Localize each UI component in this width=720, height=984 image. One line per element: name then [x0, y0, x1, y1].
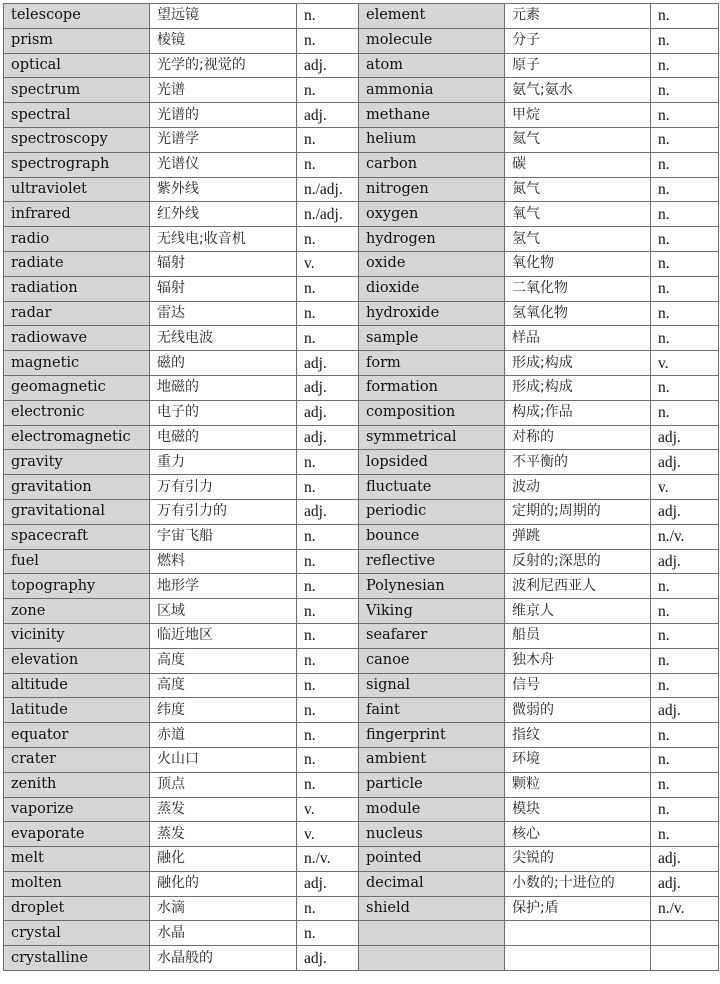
part-of-speech: adj.: [651, 450, 719, 475]
part-of-speech: n.: [297, 623, 359, 648]
english-word: Polynesian: [359, 574, 505, 599]
chinese-meaning: 光谱的: [150, 103, 297, 128]
table-row: [4, 723, 719, 748]
part-of-speech: adj.: [297, 400, 359, 425]
english-word: composition: [359, 400, 505, 425]
english-word: atom: [359, 53, 505, 78]
chinese-meaning: 不平衡的: [505, 450, 651, 475]
chinese-meaning: 光学的;视觉的: [150, 53, 297, 78]
english-word: gravitation: [4, 475, 150, 500]
chinese-meaning: 氧化物: [505, 251, 651, 276]
chinese-meaning: 区域: [150, 599, 297, 624]
chinese-meaning: 棱镜: [150, 28, 297, 53]
part-of-speech: n.: [297, 152, 359, 177]
table-row: [4, 524, 719, 549]
english-word: prism: [4, 28, 150, 53]
english-word: electromagnetic: [4, 425, 150, 450]
chinese-meaning: 水晶: [150, 921, 297, 946]
part-of-speech: n.: [297, 747, 359, 772]
chinese-meaning: 顶点: [150, 772, 297, 797]
chinese-meaning: 融化: [150, 847, 297, 872]
part-of-speech: adj.: [297, 351, 359, 376]
part-of-speech: n.: [651, 772, 719, 797]
english-word: ammonia: [359, 78, 505, 103]
english-word: radiation: [4, 276, 150, 301]
part-of-speech: n.: [297, 772, 359, 797]
table-row: [4, 450, 719, 475]
part-of-speech: adj.: [297, 53, 359, 78]
english-word: ultraviolet: [4, 177, 150, 202]
english-word: oxide: [359, 251, 505, 276]
english-word: magnetic: [4, 351, 150, 376]
chinese-meaning: 光谱仪: [150, 152, 297, 177]
english-word: canoe: [359, 648, 505, 673]
english-word: dioxide: [359, 276, 505, 301]
part-of-speech: n./v.: [297, 847, 359, 872]
table-row: [4, 896, 719, 921]
table-row: [4, 202, 719, 227]
chinese-meaning: 微弱的: [505, 698, 651, 723]
part-of-speech: n.: [297, 599, 359, 624]
part-of-speech: n.: [297, 326, 359, 351]
english-word: oxygen: [359, 202, 505, 227]
chinese-meaning: 氢氧化物: [505, 301, 651, 326]
chinese-meaning: 弹跳: [505, 524, 651, 549]
table-row: [4, 177, 719, 202]
chinese-meaning: 紫外线: [150, 177, 297, 202]
chinese-meaning: 重力: [150, 450, 297, 475]
english-word: signal: [359, 673, 505, 698]
table-row: [4, 648, 719, 673]
part-of-speech: n.: [297, 698, 359, 723]
empty-cell: [651, 946, 719, 971]
part-of-speech: n.: [651, 127, 719, 152]
english-word: hydrogen: [359, 227, 505, 252]
chinese-meaning: 原子: [505, 53, 651, 78]
chinese-meaning: 蒸发: [150, 822, 297, 847]
table-row: [4, 301, 719, 326]
part-of-speech: v.: [297, 251, 359, 276]
english-word: seafarer: [359, 623, 505, 648]
english-word: particle: [359, 772, 505, 797]
chinese-meaning: 对称的: [505, 425, 651, 450]
chinese-meaning: 辐射: [150, 276, 297, 301]
part-of-speech: n.: [651, 276, 719, 301]
table-row: [4, 28, 719, 53]
chinese-meaning: 形成;构成: [505, 375, 651, 400]
english-word: radiate: [4, 251, 150, 276]
table-row: [4, 276, 719, 301]
english-word: altitude: [4, 673, 150, 698]
part-of-speech: n.: [297, 673, 359, 698]
part-of-speech: v.: [651, 475, 719, 500]
english-word: optical: [4, 53, 150, 78]
empty-cell: [651, 921, 719, 946]
part-of-speech: adj.: [297, 103, 359, 128]
table-row: [4, 4, 719, 29]
chinese-meaning: 火山口: [150, 747, 297, 772]
part-of-speech: adj.: [651, 425, 719, 450]
part-of-speech: n.: [651, 723, 719, 748]
chinese-meaning: 高度: [150, 673, 297, 698]
chinese-meaning: 样品: [505, 326, 651, 351]
part-of-speech: n.: [651, 623, 719, 648]
table-row: [4, 53, 719, 78]
english-word: fluctuate: [359, 475, 505, 500]
english-word: electronic: [4, 400, 150, 425]
chinese-meaning: 万有引力的: [150, 499, 297, 524]
part-of-speech: n.: [651, 202, 719, 227]
part-of-speech: n.: [651, 4, 719, 29]
english-word: droplet: [4, 896, 150, 921]
part-of-speech: n.: [297, 276, 359, 301]
table-row: [4, 698, 719, 723]
empty-cell: [359, 921, 505, 946]
table-row: [4, 747, 719, 772]
part-of-speech: n.: [297, 127, 359, 152]
english-word: fingerprint: [359, 723, 505, 748]
vocabulary-table: [3, 3, 719, 971]
part-of-speech: n./adj.: [297, 202, 359, 227]
part-of-speech: n.: [297, 574, 359, 599]
chinese-meaning: 形成;构成: [505, 351, 651, 376]
english-word: crystal: [4, 921, 150, 946]
table-row: [4, 797, 719, 822]
table-row: [4, 103, 719, 128]
part-of-speech: n./v.: [651, 524, 719, 549]
chinese-meaning: 纬度: [150, 698, 297, 723]
chinese-meaning: 颗粒: [505, 772, 651, 797]
part-of-speech: n.: [297, 4, 359, 29]
english-word: radar: [4, 301, 150, 326]
table-row: [4, 673, 719, 698]
table-row: [4, 822, 719, 847]
english-word: ambient: [359, 747, 505, 772]
english-word: molten: [4, 871, 150, 896]
english-word: infrared: [4, 202, 150, 227]
english-word: spectrum: [4, 78, 150, 103]
chinese-meaning: 光谱学: [150, 127, 297, 152]
table-row: [4, 574, 719, 599]
part-of-speech: n.: [651, 78, 719, 103]
part-of-speech: n./v.: [651, 896, 719, 921]
table-row: [4, 946, 719, 971]
english-word: elevation: [4, 648, 150, 673]
chinese-meaning: 电磁的: [150, 425, 297, 450]
english-word: topography: [4, 574, 150, 599]
part-of-speech: n.: [651, 251, 719, 276]
english-word: faint: [359, 698, 505, 723]
english-word: spectrograph: [4, 152, 150, 177]
part-of-speech: n.: [651, 797, 719, 822]
chinese-meaning: 水晶般的: [150, 946, 297, 971]
part-of-speech: n.: [651, 152, 719, 177]
english-word: bounce: [359, 524, 505, 549]
chinese-meaning: 宇宙飞船: [150, 524, 297, 549]
chinese-meaning: 信号: [505, 673, 651, 698]
part-of-speech: adj.: [651, 698, 719, 723]
part-of-speech: adj.: [297, 871, 359, 896]
english-word: helium: [359, 127, 505, 152]
english-word: lopsided: [359, 450, 505, 475]
chinese-meaning: 二氧化物: [505, 276, 651, 301]
english-word: pointed: [359, 847, 505, 872]
english-word: hydroxide: [359, 301, 505, 326]
table-row: [4, 549, 719, 574]
chinese-meaning: 尖锐的: [505, 847, 651, 872]
english-word: spectral: [4, 103, 150, 128]
part-of-speech: n.: [297, 227, 359, 252]
english-word: module: [359, 797, 505, 822]
chinese-meaning: 模块: [505, 797, 651, 822]
chinese-meaning: 磁的: [150, 351, 297, 376]
english-word: equator: [4, 723, 150, 748]
chinese-meaning: 构成;作品: [505, 400, 651, 425]
chinese-meaning: 雷达: [150, 301, 297, 326]
english-word: formation: [359, 375, 505, 400]
english-word: sample: [359, 326, 505, 351]
table-row: [4, 251, 719, 276]
chinese-meaning: 元素: [505, 4, 651, 29]
part-of-speech: n.: [651, 326, 719, 351]
part-of-speech: adj.: [651, 847, 719, 872]
english-word: crystalline: [4, 946, 150, 971]
chinese-meaning: 无线电;收音机: [150, 227, 297, 252]
table-row: [4, 152, 719, 177]
chinese-meaning: 蒸发: [150, 797, 297, 822]
part-of-speech: n.: [651, 375, 719, 400]
chinese-meaning: 独木舟: [505, 648, 651, 673]
part-of-speech: v.: [651, 351, 719, 376]
part-of-speech: n./adj.: [297, 177, 359, 202]
part-of-speech: n.: [651, 177, 719, 202]
part-of-speech: adj.: [297, 375, 359, 400]
chinese-meaning: 波动: [505, 475, 651, 500]
chinese-meaning: 红外线: [150, 202, 297, 227]
english-word: spacecraft: [4, 524, 150, 549]
part-of-speech: n.: [297, 723, 359, 748]
chinese-meaning: 指纹: [505, 723, 651, 748]
table-row: [4, 921, 719, 946]
table-row: [4, 475, 719, 500]
table-row: [4, 326, 719, 351]
part-of-speech: n.: [651, 28, 719, 53]
table-row: [4, 499, 719, 524]
chinese-meaning: 无线电波: [150, 326, 297, 351]
english-word: symmetrical: [359, 425, 505, 450]
english-word: form: [359, 351, 505, 376]
chinese-meaning: 赤道: [150, 723, 297, 748]
english-word: fuel: [4, 549, 150, 574]
part-of-speech: n.: [651, 301, 719, 326]
part-of-speech: n.: [297, 28, 359, 53]
table-row: [4, 772, 719, 797]
part-of-speech: n.: [651, 400, 719, 425]
part-of-speech: n.: [297, 78, 359, 103]
english-word: radiowave: [4, 326, 150, 351]
chinese-meaning: 光谱: [150, 78, 297, 103]
chinese-meaning: 地形学: [150, 574, 297, 599]
part-of-speech: n.: [297, 921, 359, 946]
english-word: shield: [359, 896, 505, 921]
chinese-meaning: 保护;盾: [505, 896, 651, 921]
part-of-speech: adj.: [297, 946, 359, 971]
chinese-meaning: 临近地区: [150, 623, 297, 648]
chinese-meaning: 碳: [505, 152, 651, 177]
chinese-meaning: 望远镜: [150, 4, 297, 29]
part-of-speech: adj.: [297, 499, 359, 524]
part-of-speech: n.: [651, 599, 719, 624]
part-of-speech: n.: [651, 747, 719, 772]
table-row: [4, 127, 719, 152]
chinese-meaning: 维京人: [505, 599, 651, 624]
chinese-meaning: 融化的: [150, 871, 297, 896]
english-word: telescope: [4, 4, 150, 29]
english-word: methane: [359, 103, 505, 128]
table-row: [4, 351, 719, 376]
english-word: evaporate: [4, 822, 150, 847]
part-of-speech: n.: [297, 475, 359, 500]
part-of-speech: n.: [651, 822, 719, 847]
english-word: gravitational: [4, 499, 150, 524]
table-row: [4, 400, 719, 425]
vocabulary-table-body: [4, 4, 719, 971]
part-of-speech: n.: [297, 450, 359, 475]
table-row: [4, 623, 719, 648]
table-row: [4, 227, 719, 252]
part-of-speech: n.: [297, 301, 359, 326]
english-word: latitude: [4, 698, 150, 723]
english-word: spectroscopy: [4, 127, 150, 152]
chinese-meaning: 氮气: [505, 177, 651, 202]
chinese-meaning: 万有引力: [150, 475, 297, 500]
part-of-speech: adj.: [297, 425, 359, 450]
english-word: element: [359, 4, 505, 29]
chinese-meaning: 地磁的: [150, 375, 297, 400]
english-word: Viking: [359, 599, 505, 624]
table-row: [4, 871, 719, 896]
part-of-speech: n.: [651, 648, 719, 673]
english-word: vicinity: [4, 623, 150, 648]
chinese-meaning: 氨气;氨水: [505, 78, 651, 103]
part-of-speech: n.: [297, 524, 359, 549]
chinese-meaning: 小数的;十进位的: [505, 871, 651, 896]
english-word: melt: [4, 847, 150, 872]
chinese-meaning: 船员: [505, 623, 651, 648]
empty-cell: [505, 946, 651, 971]
english-word: gravity: [4, 450, 150, 475]
part-of-speech: adj.: [651, 499, 719, 524]
english-word: decimal: [359, 871, 505, 896]
chinese-meaning: 波利尼西亚人: [505, 574, 651, 599]
table-row: [4, 425, 719, 450]
part-of-speech: n.: [297, 549, 359, 574]
chinese-meaning: 氧气: [505, 202, 651, 227]
english-word: periodic: [359, 499, 505, 524]
english-word: radio: [4, 227, 150, 252]
empty-cell: [505, 921, 651, 946]
chinese-meaning: 燃料: [150, 549, 297, 574]
table-row: [4, 847, 719, 872]
part-of-speech: n.: [651, 53, 719, 78]
part-of-speech: v.: [297, 822, 359, 847]
table-row: [4, 375, 719, 400]
chinese-meaning: 辐射: [150, 251, 297, 276]
part-of-speech: adj.: [651, 549, 719, 574]
chinese-meaning: 定期的;周期的: [505, 499, 651, 524]
chinese-meaning: 水滴: [150, 896, 297, 921]
chinese-meaning: 环境: [505, 747, 651, 772]
english-word: zenith: [4, 772, 150, 797]
part-of-speech: n.: [651, 673, 719, 698]
part-of-speech: v.: [297, 797, 359, 822]
part-of-speech: adj.: [651, 871, 719, 896]
part-of-speech: n.: [651, 574, 719, 599]
english-word: nucleus: [359, 822, 505, 847]
empty-cell: [359, 946, 505, 971]
english-word: zone: [4, 599, 150, 624]
chinese-meaning: 电子的: [150, 400, 297, 425]
chinese-meaning: 氦气: [505, 127, 651, 152]
english-word: nitrogen: [359, 177, 505, 202]
part-of-speech: n.: [297, 896, 359, 921]
chinese-meaning: 氢气: [505, 227, 651, 252]
chinese-meaning: 分子: [505, 28, 651, 53]
part-of-speech: n.: [651, 227, 719, 252]
english-word: reflective: [359, 549, 505, 574]
english-word: geomagnetic: [4, 375, 150, 400]
chinese-meaning: 甲烷: [505, 103, 651, 128]
english-word: molecule: [359, 28, 505, 53]
english-word: vaporize: [4, 797, 150, 822]
part-of-speech: n.: [297, 648, 359, 673]
table-row: [4, 599, 719, 624]
table-row: [4, 78, 719, 103]
part-of-speech: n.: [651, 103, 719, 128]
english-word: crater: [4, 747, 150, 772]
chinese-meaning: 反射的;深思的: [505, 549, 651, 574]
chinese-meaning: 核心: [505, 822, 651, 847]
english-word: carbon: [359, 152, 505, 177]
chinese-meaning: 高度: [150, 648, 297, 673]
